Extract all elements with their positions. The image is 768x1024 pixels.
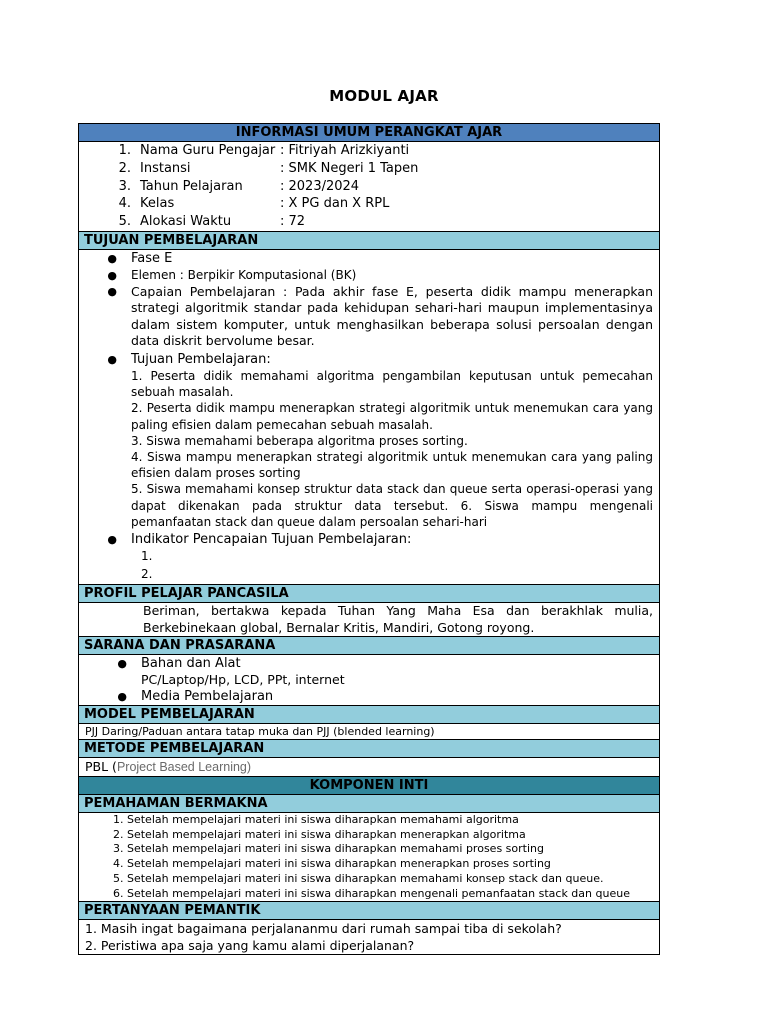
info-row: 5. Alokasi Waktu : 72: [118, 214, 306, 230]
model-cell: [79, 724, 660, 740]
model-text: PJJ Daring/Paduan antara tatap muka dan PJJ (blended learning): [85, 725, 435, 739]
info-row: 4. Kelas : X PG dan X RPL: [118, 196, 390, 212]
bullet-media: ● Media Pembelajaran: [79, 688, 659, 705]
bullet-icon: ●: [107, 251, 117, 265]
bullet-icon: ●: [107, 533, 117, 547]
modul-table: [78, 123, 660, 955]
tujuan-item: 5. Siswa memahami konsep struktur data stack dan queue serta operasi-operasi yang dapat dikenakan pada struktur data tersebut. 6. Siswa mampu mengenali pemanfaatan stack dan queue dalam persoalan sehari-hari: [131, 482, 653, 529]
pertanyaan-item: 2. Peristiwa apa saja yang kamu alami diperjalanan?: [85, 938, 415, 954]
pertanyaan-cell: [79, 920, 660, 955]
indikator-item: 1.: [141, 549, 153, 564]
pemahaman-item: 5. Setelah mempelajari materi ini siswa diharapkan memahami konsep stack dan queue.: [113, 871, 604, 885]
pemahaman-item: 2. Setelah mempelajari materi ini siswa diharapkan menerapkan algoritma: [113, 827, 526, 841]
pemahaman-item: 3. Setelah mempelajari materi ini siswa diharapkan memahami proses sorting: [113, 842, 544, 856]
metode-text: PBL (Project Based Learning): [85, 759, 252, 775]
bullet-icon: ●: [117, 690, 127, 704]
indikator-item: 2.: [141, 566, 153, 581]
section-header-informasi: INFORMASI UMUM PERANGKAT AJAR: [79, 124, 660, 142]
bahan-value: PC/Laptop/Hp, LCD, PPt, internet: [141, 672, 345, 688]
bullet-icon: ●: [107, 268, 117, 282]
bullet-indikator: ● Indikator Pencapaian Tujuan Pembelajaran:: [79, 531, 659, 548]
bullet-fase: ● Fase E: [79, 250, 659, 267]
pemahaman-item: 4. Setelah mempelajari materi ini siswa diharapkan menerapkan proses sorting: [113, 857, 551, 871]
info-cell: [79, 142, 660, 232]
section-header-profil: PROFIL PELAJAR PANCASILA: [79, 585, 660, 603]
tujuan-item: 1. Peserta didik memahami algoritma pengambilan keputusan untuk pemecahan sebuah masalah.: [131, 368, 653, 400]
section-header-model: MODEL PEMBELAJARAN: [79, 706, 660, 724]
metode-cell: [79, 758, 660, 777]
pemahaman-item: 1. Setelah mempelajari materi ini siswa diharapkan memahami algoritma: [113, 813, 519, 827]
profil-cell: [79, 603, 660, 637]
pemahaman-item: 6. Setelah mempelajari materi ini siswa diharapkan mengenali pemanfaatan stack dan queue: [113, 886, 630, 900]
section-header-sarana: SARANA DAN PRASARANA: [79, 637, 660, 655]
section-header-pemahaman: PEMAHAMAN BERMAKNA: [79, 795, 660, 813]
bullet-capaian: ● Capaian Pembelajaran : Pada akhir fase E, peserta didik mampu menerapkan strategi algoritmik standar pada kehidupan sehari-hari maupun implementasinya dalam sistem komputer, untuk menghasilkan beberapa solusi persoalan dengan data diskrit bervolume besar.: [79, 284, 659, 350]
section-header-tujuan: TUJUAN PEMBELAJARAN: [79, 231, 660, 249]
bullet-icon: ●: [107, 284, 117, 298]
pemahaman-cell: [79, 813, 660, 902]
section-header-metode: METODE PEMBELAJARAN: [79, 740, 660, 758]
tujuan-item: 2. Peserta didik mampu menerapkan strategi algoritmik untuk menemukan cara yang paling efisien dalam pemecahan sebuah masalah.: [131, 401, 653, 432]
info-row: 3. Tahun Pelajaran : 2023/2024: [118, 178, 360, 194]
section-header-pertanyaan: PERTANYAAN PEMANTIK: [79, 902, 660, 920]
section-header-komponen: KOMPONEN INTI: [79, 777, 660, 795]
bullet-elemen: ● Elemen : Berpikir Komputasional (BK): [79, 267, 659, 284]
tujuan-item: 3. Siswa memahami beberapa algoritma proses sorting.: [131, 433, 468, 448]
pertanyaan-item: 1. Masih ingat bagaimana perjalananmu dari rumah sampai tiba di sekolah?: [85, 921, 562, 937]
bullet-icon: ●: [117, 657, 127, 671]
tujuan-item: 4. Siswa mampu menerapkan strategi algoritmik untuk menemukan cara yang paling efisien dalam proses sorting: [131, 450, 653, 481]
info-row: 1. Nama Guru Pengajar : Fitriyah Arizkiyanti: [118, 143, 410, 158]
bullet-tujuan: ● Tujuan Pembelajaran:: [79, 351, 659, 368]
info-row: 2. Instansi : SMK Negeri 1 Tapen: [118, 160, 419, 176]
bullet-bahan: ● Bahan dan Alat: [79, 655, 659, 672]
bullet-icon: ●: [107, 352, 117, 366]
page-title: MODUL AJAR: [329, 87, 439, 105]
sarana-cell: [79, 655, 660, 706]
profil-text: Beriman, bertakwa kepada Tuhan Yang Maha Esa dan berakhlak mulia, Berkebinekaan global, Bernalar Kritis, Mandiri, Gotong royong.: [143, 603, 653, 635]
tujuan-cell: [79, 249, 660, 584]
